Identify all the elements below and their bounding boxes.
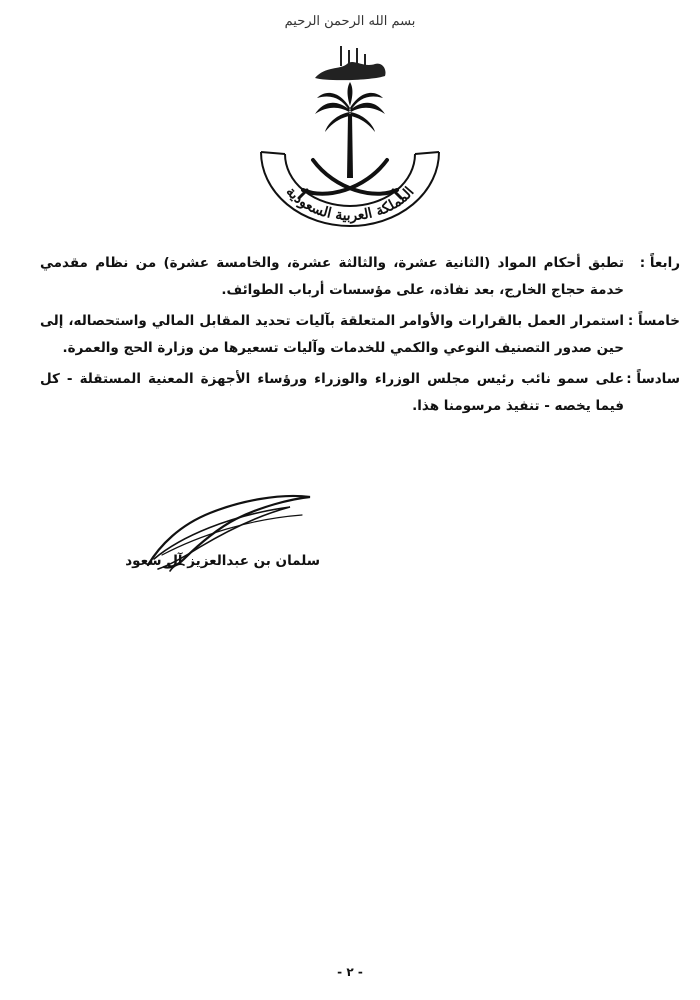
- shahada-calligraphy: [315, 46, 386, 80]
- clause-text: استمرار العمل بالقرارات والأوامر المتعلقة بآليات تحديد المقابل المالي واستحصاله، إلى حين صدور التصنيف النوعي والكمي للخدمات وآليات تسعيرها من وزارة الحج والعمرة.: [40, 313, 624, 356]
- palm-tree-icon: [315, 82, 385, 178]
- clause-fifth: [40, 308, 680, 362]
- saudi-emblem: [245, 40, 455, 230]
- page-number: - ٢ -: [337, 965, 363, 979]
- clause-separator: :: [626, 371, 632, 387]
- clause-label: سادساً: [636, 371, 680, 387]
- basmala: بسم الله الرحمن الرحيم: [284, 14, 416, 29]
- clause-fourth: [40, 250, 680, 304]
- clause-sixth: [40, 366, 680, 420]
- signer-name: سلمان بن عبدالعزيز آل سعود: [125, 553, 320, 569]
- clause-label: رابعاً: [649, 255, 680, 271]
- decree-clauses: [40, 250, 680, 424]
- clause-label: خامساً: [638, 313, 680, 329]
- clause-separator: :: [627, 313, 634, 329]
- svg-text:المملكة العربية السعودية: المملكة العربية السعودية: [282, 183, 418, 225]
- clause-text: على سمو نائب رئيس مجلس الوزراء والوزراء ورؤساء الأجهزة المعنية المستقلة - كل فيما يخصه - تنفيذ مرسومنا هذا.: [40, 371, 624, 414]
- clause-separator: :: [639, 255, 646, 271]
- clause-text: تطبق أحكام المواد (الثانية عشرة، والثالثة عشرة، والخامسة عشرة) من نظام مقدمي خدمة حجاج الخارج، بعد نفاذه، على مؤسسات أرباب الطوائف.: [40, 255, 624, 298]
